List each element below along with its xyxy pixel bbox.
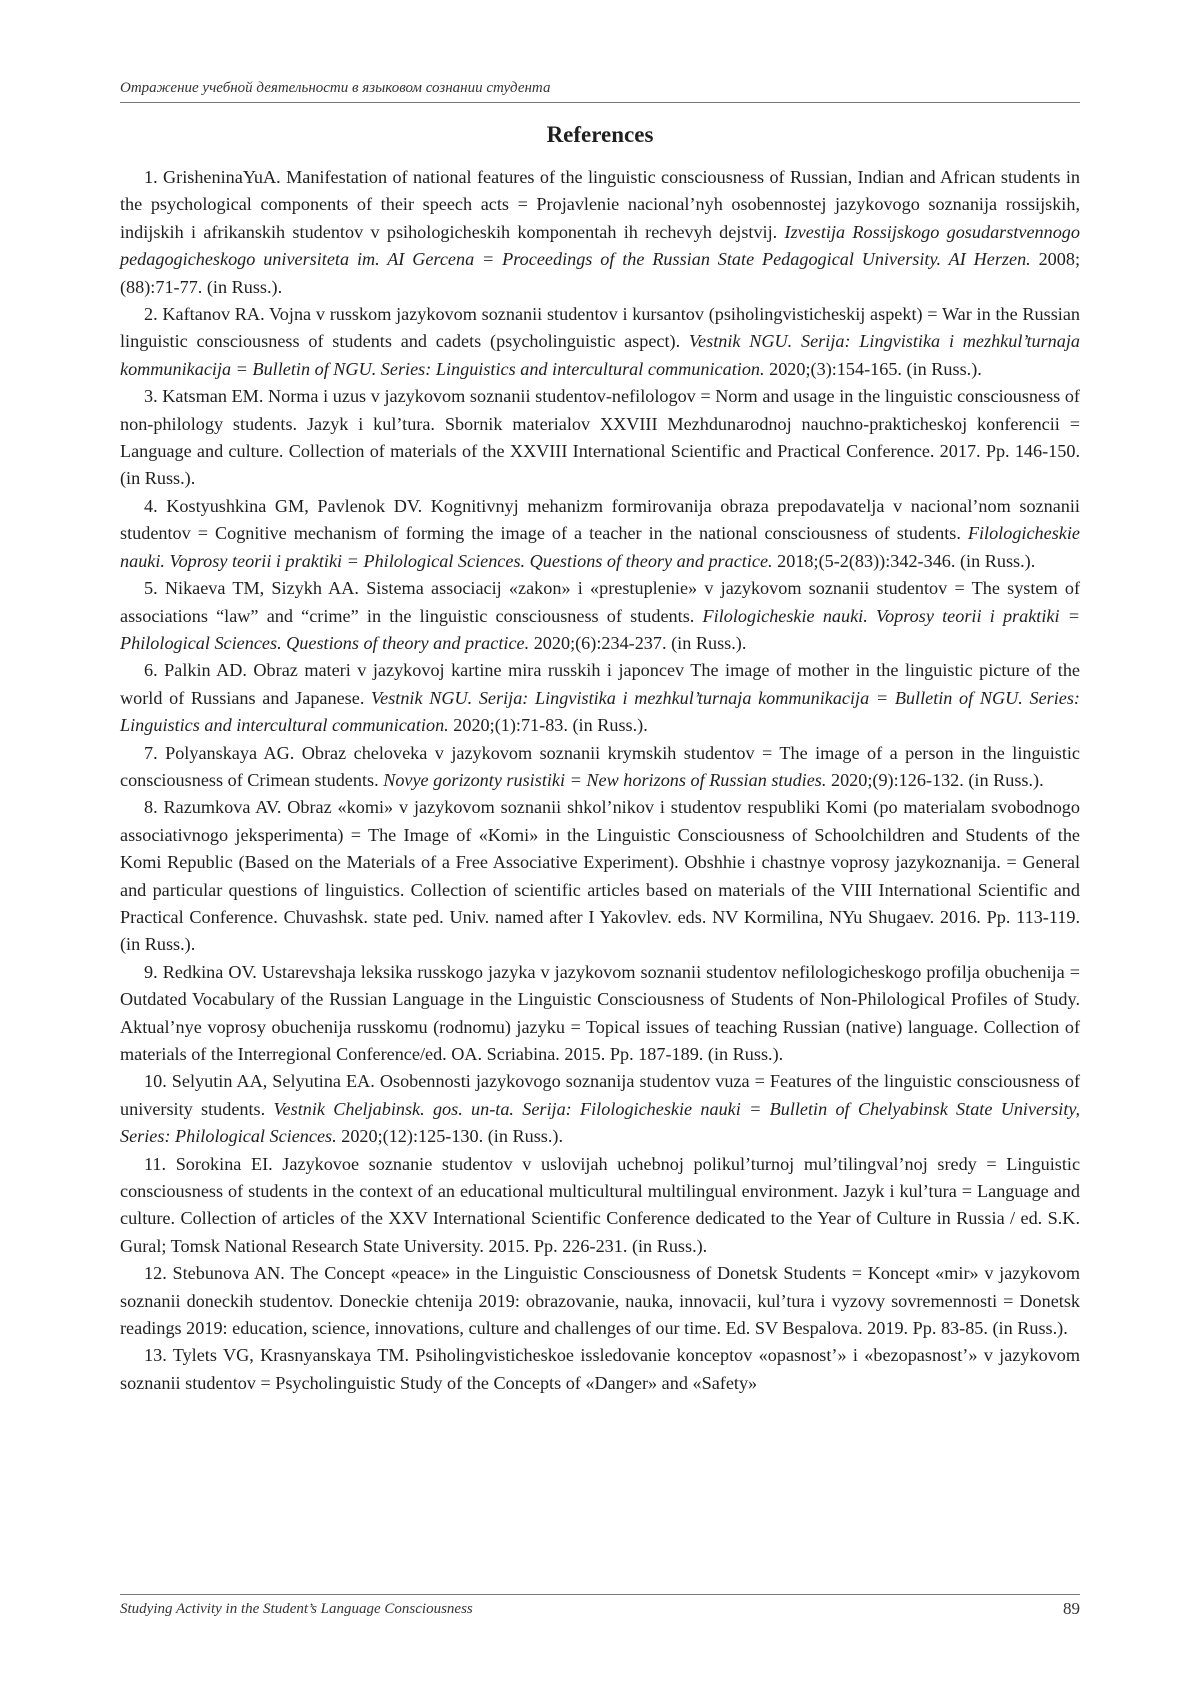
reference-list bbox=[120, 164, 1080, 1397]
reference-source: Filologicheskie nauki. Voprosy teorii i praktiki = Philological Sciences. Questions of theory and practice. bbox=[120, 523, 1080, 571]
reference-text: Tylets VG, Krasnyanskaya TM. Psiholingvisticheskoe issledovanie konceptov «opasnost’» i «bezopasnost’» v jazykovom soznanii studentov = Psycholinguistic Study of the Concepts of «Danger» and «Safety» bbox=[120, 1345, 1080, 1393]
reference-item bbox=[120, 657, 1080, 739]
reference-text: Kostyushkina GM, Pavlenok DV. Kognitivnyj mehanizm formirovanija obraza prepodavatelja v nacional’nom soznanii studentov = Cognitive mechanism of forming the image of a teacher in the national consciousness of students. bbox=[120, 495, 1080, 544]
reference-item bbox=[120, 794, 1080, 958]
reference-number: 1. bbox=[144, 167, 158, 187]
running-head: Отражение учебной деятельности в языковом сознании студента bbox=[120, 80, 551, 96]
reference-number: 4. bbox=[144, 495, 158, 516]
reference-text: Palkin AD. Obraz materi v jazykovoj kartine mira russkih i japoncev The image of mother in the linguistic picture of the world of Russians and Japanese. bbox=[120, 660, 1081, 708]
reference-text: Selyutin AA, Selyutina EA. Osobennosti jazykovogo soznanija studentov vuza = Features of the linguistic consciousness of university students. bbox=[120, 1071, 1080, 1119]
reference-details: 2018;(5-2(83)):342-346. (in Russ.). bbox=[772, 550, 1036, 571]
reference-number: 12. bbox=[144, 1263, 167, 1284]
reference-item bbox=[120, 301, 1080, 383]
reference-details: 2020;(1):71-83. (in Russ.). bbox=[448, 715, 648, 736]
reference-item bbox=[120, 575, 1080, 657]
reference-item bbox=[120, 493, 1080, 575]
reference-details: 2020;(9):126-132. (in Russ.). bbox=[826, 769, 1044, 790]
reference-source: Izvestija Rossijskogo gosudarstvennogo pedagogicheskogo universiteta im. AI Gercena = Proceedings of the Russian State Pedagogical University. AI Herzen. bbox=[120, 221, 1080, 270]
reference-number: 8. bbox=[144, 797, 158, 818]
reference-text: Kaftanov RA. Vojna v russkom jazykovom soznanii studentov i kursantov (psiholingvisticheskij aspekt) = War in the Russian linguistic consciousness of students and cadets (psycholinguistic aspect). bbox=[120, 304, 1080, 352]
reference-number: 3. bbox=[144, 386, 158, 407]
reference-details: 2020;(12):125-130. (in Russ.). bbox=[336, 1126, 563, 1147]
reference-item bbox=[120, 740, 1080, 795]
reference-text: Nikaeva TM, Sizykh AA. Sistema associacij «zakon» i «prestuplenie» v jazykovom soznanii studentov = The system of associations “law” and “crime” in the linguistic consciousness of students. bbox=[120, 578, 1081, 626]
reference-details: 2020;(6):234-237. (in Russ.). bbox=[529, 632, 747, 653]
reference-source: Filologicheskie nauki. Voprosy teorii i praktiki = Philological Sciences. Questions of theory and practice. bbox=[120, 605, 1081, 653]
reference-text: Katsman EM. Norma i uzus v jazykovom soznanii studentov-nefilologov = Norm and usage in the linguistic consciousness of non-philology students. Jazyk i kul’tura. Sbornik materialov XXVIII Mezhdunarodnoj nauchno-prakticheskoj konferencii = Language and culture. Collection of materials of the XXVIII International Scientific and Practical Conference. 2017. Pp. 146-150. (in Russ.). bbox=[120, 386, 1080, 489]
reference-details: 2008;(88):71-77. (in Russ.). bbox=[120, 249, 1081, 297]
reference-item bbox=[120, 1342, 1080, 1397]
reference-text: Polyanskaya AG. Obraz cheloveka v jazykovom soznanii krymskih studentov = The image of a person in the linguistic consciousness of Crimean students. bbox=[120, 742, 1080, 790]
running-foot: Studying Activity in the Student’s Language Consciousness bbox=[120, 1601, 473, 1617]
reference-number: 2. bbox=[144, 304, 158, 325]
reference-item bbox=[120, 959, 1080, 1069]
reference-text: Stebunova AN. The Concept «peace» in the Linguistic Consciousness of Donetsk Students = Koncept «mir» v jazykovom soznanii doneckih studentov. Doneckie chtenija 2019: obrazovanie, nauka, innovacii, kul’tura i vyzovy sovremennosti = Donetsk readings 2019: education, science, innovations, culture and challenges of our time. Ed. SV Bespalova. 2019. Pp. 83-85. (in Russ.). bbox=[120, 1263, 1080, 1339]
reference-details: 2020;(3):154-165. (in Russ.). bbox=[764, 358, 982, 379]
reference-number: 10. bbox=[144, 1071, 167, 1092]
reference-item bbox=[120, 1151, 1080, 1261]
reference-text: Sorokina EI. Jazykovoe soznanie studentov v uslovijah uchebnoj polikul’turnoj mul’tilingval’noj sredy = Linguistic consciousness of students in the context of an educational multicultural multilingual environment. Jazyk i kul’tura = Language and culture. Collection of articles of the XXV International Scientific Conference dedicated to the Year of Culture in Russia / ed. S.K. Gural; Tomsk National Research State University. 2015. Pp. 226-231. (in Russ.). bbox=[120, 1153, 1081, 1256]
reference-item bbox=[120, 383, 1080, 493]
footer-divider bbox=[120, 1594, 1080, 1595]
reference-number: 7. bbox=[144, 742, 158, 763]
reference-item bbox=[120, 164, 1080, 301]
reference-text: Redkina OV. Ustarevshaja leksika russkogo jazyka v jazykovom soznanii studentov nefilologicheskogo profilja obuchenija = Outdated Vocabulary of the Russian Language in the Linguistic Consciousness of Students of Non-Philological Profiles of Study. Aktual’nye voprosy obuchenija russkomu (rodnomu) jazyku = Topical issues of teaching Russian (native) language. Collection of materials of the Interregional Conference/ed. OA. Scriabina. 2015. Pp. 187-189. (in Russ.). bbox=[120, 961, 1081, 1064]
reference-number: 9. bbox=[144, 961, 158, 982]
reference-number: 6. bbox=[144, 660, 158, 681]
reference-source: Vestnik NGU. Serija: Lingvistika i mezhkul’turnaja kommunikacija = Bulletin of NGU. Series: Linguistics and intercultural communication. bbox=[120, 687, 1080, 736]
reference-source: Vestnik NGU. Serija: Lingvistika i mezhkul’turnaja kommunikacija = Bulletin of NGU. Series: Linguistics and intercultural communication. bbox=[120, 331, 1080, 379]
reference-source: Vestnik Cheljabinsk. gos. un-ta. Serija: Filologicheskie nauki = Bulletin of Chelyabinsk State University, Series: Philological Sciences. bbox=[120, 1098, 1080, 1147]
section-title: References bbox=[546, 122, 654, 147]
reference-number: 11. bbox=[144, 1153, 167, 1174]
page-number: 89 bbox=[1063, 1599, 1080, 1618]
reference-number: 5. bbox=[144, 578, 158, 599]
reference-item bbox=[120, 1068, 1080, 1150]
reference-item bbox=[120, 1260, 1080, 1342]
reference-text: Razumkova AV. Obraz «komi» v jazykovom soznanii shkol’nikov i studentov respubliki Komi (po materialam svobodnogo associativnogo jeksperimenta) = The Image of «Komi» in the Linguistic Consciousness of Schoolchildren and Students of the Komi Republic (Based on the Materials of a Free Associative Experiment). Obshhie i chastnye voprosy jazykoznanija. = General and particular questions of linguistics. Collection of scientific articles based on materials of the VIII International Scientific and Practical Conference. Chuvashsk. state ped. Univ. named after I Yakovlev. eds. NV Kormilina, NYu Shugaev. 2016. Pp. 113-119. (in Russ.). bbox=[120, 797, 1080, 955]
reference-source: Novye gorizonty rusistiki = New horizons of Russian studies. bbox=[383, 769, 827, 790]
reference-text: GrisheninaYuA. Manifestation of national features of the linguistic consciousness of Russian, Indian and African students in the psychological components of their speech acts = Projavlenie nacional’nyh osobennostej jazykovogo soznanija rossijskih, indijskih i afrikanskih studentov v psihologicheskih komponentah ih rechevyh dejstvij. bbox=[120, 167, 1081, 242]
reference-number: 13. bbox=[144, 1345, 167, 1366]
header-divider bbox=[120, 102, 1080, 103]
